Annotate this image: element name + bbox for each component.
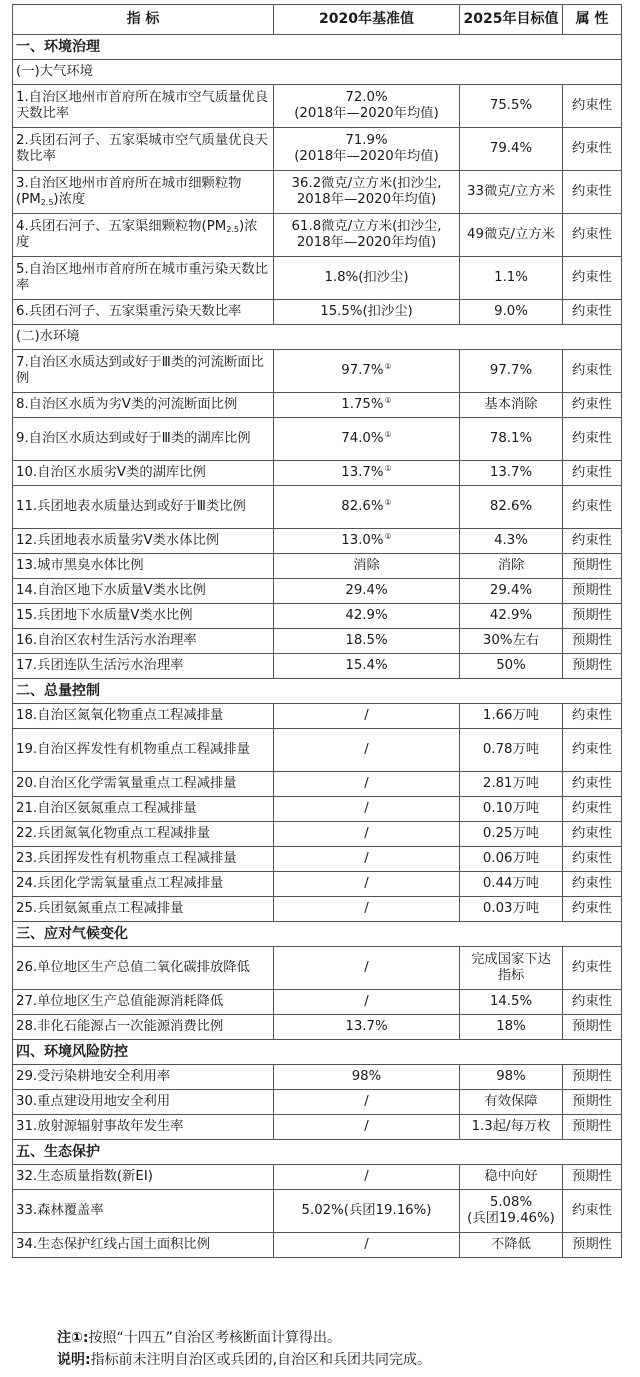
col-header-target: 2025年目标值 [460, 5, 563, 35]
row-attr: 预期性 [563, 604, 622, 629]
row-attr: 预期性 [563, 1065, 622, 1090]
table-row [13, 579, 622, 604]
row-attr: 预期性 [563, 579, 622, 604]
row-attr: 约束性 [563, 486, 622, 529]
row-target: 49微克/立方米 [460, 214, 563, 257]
row-attr: 约束性 [563, 461, 622, 486]
section-row [13, 1140, 622, 1165]
footnote-label: 注①: [57, 1330, 89, 1346]
footnote-text: 按照“十四五”自治区考核断面计算得出。 [88, 1330, 341, 1346]
table-row [13, 822, 622, 847]
row-base: 13.0%① [274, 529, 460, 554]
row-base: 18.5% [274, 629, 460, 654]
footnote-1 [57, 1327, 627, 1349]
row-base: 71.9% (2018年—2020年均值) [274, 128, 460, 171]
indicator-table [12, 4, 622, 1258]
row-attr: 约束性 [563, 85, 622, 128]
table-row [13, 797, 622, 822]
row-name: 3.自治区地州市首府所在城市细颗粒物$(PM_{2.5})$浓度 [13, 171, 274, 214]
row-target: 29.4% [460, 579, 563, 604]
table-row [13, 461, 622, 486]
row-target: 不降低 [460, 1233, 563, 1258]
row-base: 61.8微克/立方米(扣沙尘, 2018年—2020年均值) [274, 214, 460, 257]
table-row [13, 85, 622, 128]
row-target: 有效保障 [460, 1090, 563, 1115]
row-base: / [274, 729, 460, 772]
row-name: 18.自治区氮氧化物重点工程减排量 [13, 704, 274, 729]
row-name: 14.自治区地下水质量Ⅴ类水比例 [13, 579, 274, 604]
row-attr: 约束性 [563, 872, 622, 897]
row-base: 29.4% [274, 579, 460, 604]
section-title: 一、环境治理 [13, 35, 622, 60]
row-base: / [274, 990, 460, 1015]
section-title: 四、环境风险防控 [13, 1040, 622, 1065]
row-attr: 约束性 [563, 797, 622, 822]
row-attr: 约束性 [563, 350, 622, 393]
table-row [13, 1065, 622, 1090]
row-attr: 约束性 [563, 418, 622, 461]
row-target: 0.25万吨 [460, 822, 563, 847]
table-row [13, 990, 622, 1015]
row-name: 2.兵团石河子、五家渠城市空气质量优良天数比率 [13, 128, 274, 171]
row-base: / [274, 704, 460, 729]
col-header-attr: 属 性 [563, 5, 622, 35]
row-name: 26.单位地区生产总值二氧化碳排放降低 [13, 947, 274, 990]
row-target: 30%左右 [460, 629, 563, 654]
row-base: 15.4% [274, 654, 460, 679]
table-row [13, 897, 622, 922]
table-row [13, 300, 622, 325]
row-target: 2.81万吨 [460, 772, 563, 797]
table-row [13, 214, 622, 257]
row-name: 27.单位地区生产总值能源消耗降低 [13, 990, 274, 1015]
row-base: / [274, 772, 460, 797]
footnotes [57, 1327, 627, 1371]
row-base: / [274, 872, 460, 897]
row-target: 13.7% [460, 461, 563, 486]
row-name: 31.放射源辐射事故年发生率 [13, 1115, 274, 1140]
row-name: 19.自治区挥发性有机物重点工程减排量 [13, 729, 274, 772]
row-attr: 预期性 [563, 1015, 622, 1040]
footnote-text: 指标前未注明自治区或兵团的,自治区和兵团共同完成。 [90, 1352, 432, 1368]
row-base: 74.0%① [274, 418, 460, 461]
row-name: 5.自治区地州市首府所在城市重污染天数比率 [13, 257, 274, 300]
row-name: 12.兵团地表水质量劣Ⅴ类水体比例 [13, 529, 274, 554]
row-attr: 预期性 [563, 554, 622, 579]
row-base: 15.5%(扣沙尘) [274, 300, 460, 325]
row-base: / [274, 1090, 460, 1115]
row-attr: 预期性 [563, 654, 622, 679]
row-base: / [274, 847, 460, 872]
row-base: / [274, 797, 460, 822]
row-target: 0.10万吨 [460, 797, 563, 822]
row-base: / [274, 1165, 460, 1190]
row-name: 33.森林覆盖率 [13, 1190, 274, 1233]
row-name: 1.自治区地州市首府所在城市空气质量优良天数比率 [13, 85, 274, 128]
row-name: 22.兵团氮氧化物重点工程减排量 [13, 822, 274, 847]
table-row [13, 1115, 622, 1140]
row-base: 13.7% [274, 1015, 460, 1040]
subsection-row [13, 60, 622, 85]
table-row [13, 654, 622, 679]
table-row [13, 847, 622, 872]
row-attr: 预期性 [563, 1090, 622, 1115]
row-name: 20.自治区化学需氧量重点工程减排量 [13, 772, 274, 797]
row-attr: 约束性 [563, 529, 622, 554]
row-target: 0.06万吨 [460, 847, 563, 872]
section-title: 三、应对气候变化 [13, 922, 622, 947]
row-attr: 约束性 [563, 847, 622, 872]
row-name: 28.非化石能源占一次能源消费比例 [13, 1015, 274, 1040]
row-base: 72.0% (2018年—2020年均值) [274, 85, 460, 128]
row-base: 1.8%(扣沙尘) [274, 257, 460, 300]
row-target: 98% [460, 1065, 563, 1090]
row-name: 24.兵团化学需氧量重点工程减排量 [13, 872, 274, 897]
row-base: 98% [274, 1065, 460, 1090]
row-attr: 约束性 [563, 772, 622, 797]
row-name: 13.城市黑臭水体比例 [13, 554, 274, 579]
row-attr: 约束性 [563, 822, 622, 847]
section-row [13, 35, 622, 60]
table-row [13, 171, 622, 214]
col-header-indicator: 指 标 [13, 5, 274, 35]
row-target: 50% [460, 654, 563, 679]
row-base: / [274, 897, 460, 922]
row-name: 25.兵团氨氮重点工程减排量 [13, 897, 274, 922]
table-row [13, 947, 622, 990]
row-target: 14.5% [460, 990, 563, 1015]
row-name: 29.受污染耕地安全利用率 [13, 1065, 274, 1090]
table-row [13, 1090, 622, 1115]
row-base: 消除 [274, 554, 460, 579]
row-attr: 约束性 [563, 1190, 622, 1233]
row-name: 10.自治区水质劣Ⅴ类的湖库比例 [13, 461, 274, 486]
row-target: 0.78万吨 [460, 729, 563, 772]
row-name: 4.兵团石河子、五家渠细颗粒物$(PM_{2.5})$浓度 [13, 214, 274, 257]
table-row [13, 1190, 622, 1233]
row-attr: 约束性 [563, 729, 622, 772]
row-target: 消除 [460, 554, 563, 579]
subsection-title: (一)大气环境 [13, 60, 622, 85]
table-row [13, 729, 622, 772]
row-attr: 约束性 [563, 300, 622, 325]
table-row [13, 704, 622, 729]
row-name: 17.兵团连队生活污水治理率 [13, 654, 274, 679]
subsection-title: (二)水环境 [13, 325, 622, 350]
row-base: / [274, 947, 460, 990]
row-name: 15.兵团地下水质量Ⅴ类水比例 [13, 604, 274, 629]
row-base: 82.6%① [274, 486, 460, 529]
row-attr: 约束性 [563, 257, 622, 300]
row-name: 11.兵团地表水质量达到或好于Ⅲ类比例 [13, 486, 274, 529]
row-target: 完成国家下达 指标 [460, 947, 563, 990]
row-target: 78.1% [460, 418, 563, 461]
table-row [13, 1165, 622, 1190]
table-row [13, 418, 622, 461]
col-header-base: 2020年基准值 [274, 5, 460, 35]
table-header-row [13, 5, 622, 35]
row-target: 0.44万吨 [460, 872, 563, 897]
row-target: 稳中向好 [460, 1165, 563, 1190]
row-name: 21.自治区氨氮重点工程减排量 [13, 797, 274, 822]
row-base: / [274, 822, 460, 847]
table-row [13, 604, 622, 629]
row-base: 13.7%① [274, 461, 460, 486]
row-attr: 约束性 [563, 393, 622, 418]
table-row [13, 350, 622, 393]
row-name: 16.自治区农村生活污水治理率 [13, 629, 274, 654]
row-attr: 约束性 [563, 214, 622, 257]
row-target: 1.66万吨 [460, 704, 563, 729]
row-attr: 预期性 [563, 1233, 622, 1258]
row-target: 1.3起/每万枚 [460, 1115, 563, 1140]
row-attr: 约束性 [563, 990, 622, 1015]
row-attr: 约束性 [563, 704, 622, 729]
table-row [13, 554, 622, 579]
row-name: 23.兵团挥发性有机物重点工程减排量 [13, 847, 274, 872]
row-name: 8.自治区水质为劣Ⅴ类的河流断面比例 [13, 393, 274, 418]
row-name: 32.生态质量指数(新EI) [13, 1165, 274, 1190]
section-row [13, 922, 622, 947]
row-attr: 预期性 [563, 1115, 622, 1140]
row-base: 1.75%① [274, 393, 460, 418]
row-target: 5.08% (兵团19.46%) [460, 1190, 563, 1233]
footnote-2 [57, 1349, 627, 1371]
row-name: 30.重点建设用地安全利用 [13, 1090, 274, 1115]
table-row [13, 772, 622, 797]
table-row [13, 872, 622, 897]
section-row [13, 1040, 622, 1065]
row-attr: 约束性 [563, 897, 622, 922]
row-target: 4.3% [460, 529, 563, 554]
row-attr: 预期性 [563, 1165, 622, 1190]
row-base: 42.9% [274, 604, 460, 629]
row-target: 42.9% [460, 604, 563, 629]
row-name: 6.兵团石河子、五家渠重污染天数比率 [13, 300, 274, 325]
section-title: 五、生态保护 [13, 1140, 622, 1165]
section-title: 二、总量控制 [13, 679, 622, 704]
row-target: 18% [460, 1015, 563, 1040]
section-row [13, 679, 622, 704]
row-attr: 约束性 [563, 171, 622, 214]
table-row [13, 1233, 622, 1258]
row-base: / [274, 1115, 460, 1140]
subsection-row [13, 325, 622, 350]
row-target: 82.6% [460, 486, 563, 529]
table-row [13, 629, 622, 654]
row-target: 基本消除 [460, 393, 563, 418]
row-name: 9.自治区水质达到或好于Ⅲ类的湖库比例 [13, 418, 274, 461]
row-target: 79.4% [460, 128, 563, 171]
row-attr: 约束性 [563, 947, 622, 990]
row-base: 5.02%(兵团19.16%) [274, 1190, 460, 1233]
row-target: 0.03万吨 [460, 897, 563, 922]
table-row [13, 486, 622, 529]
row-base: / [274, 1233, 460, 1258]
table-row [13, 128, 622, 171]
table-row [13, 529, 622, 554]
table-row [13, 1015, 622, 1040]
row-name: 7.自治区水质达到或好于Ⅲ类的河流断面比例 [13, 350, 274, 393]
table-row [13, 257, 622, 300]
row-base: 36.2微克/立方米(扣沙尘, 2018年—2020年均值) [274, 171, 460, 214]
row-target: 75.5% [460, 85, 563, 128]
row-target: 9.0% [460, 300, 563, 325]
row-name: 34.生态保护红线占国土面积比例 [13, 1233, 274, 1258]
table-row [13, 393, 622, 418]
row-attr: 预期性 [563, 629, 622, 654]
row-base: 97.7%① [274, 350, 460, 393]
row-target: 33微克/立方米 [460, 171, 563, 214]
row-attr: 约束性 [563, 128, 622, 171]
footnote-label: 说明: [57, 1352, 91, 1368]
row-target: 97.7% [460, 350, 563, 393]
row-target: 1.1% [460, 257, 563, 300]
